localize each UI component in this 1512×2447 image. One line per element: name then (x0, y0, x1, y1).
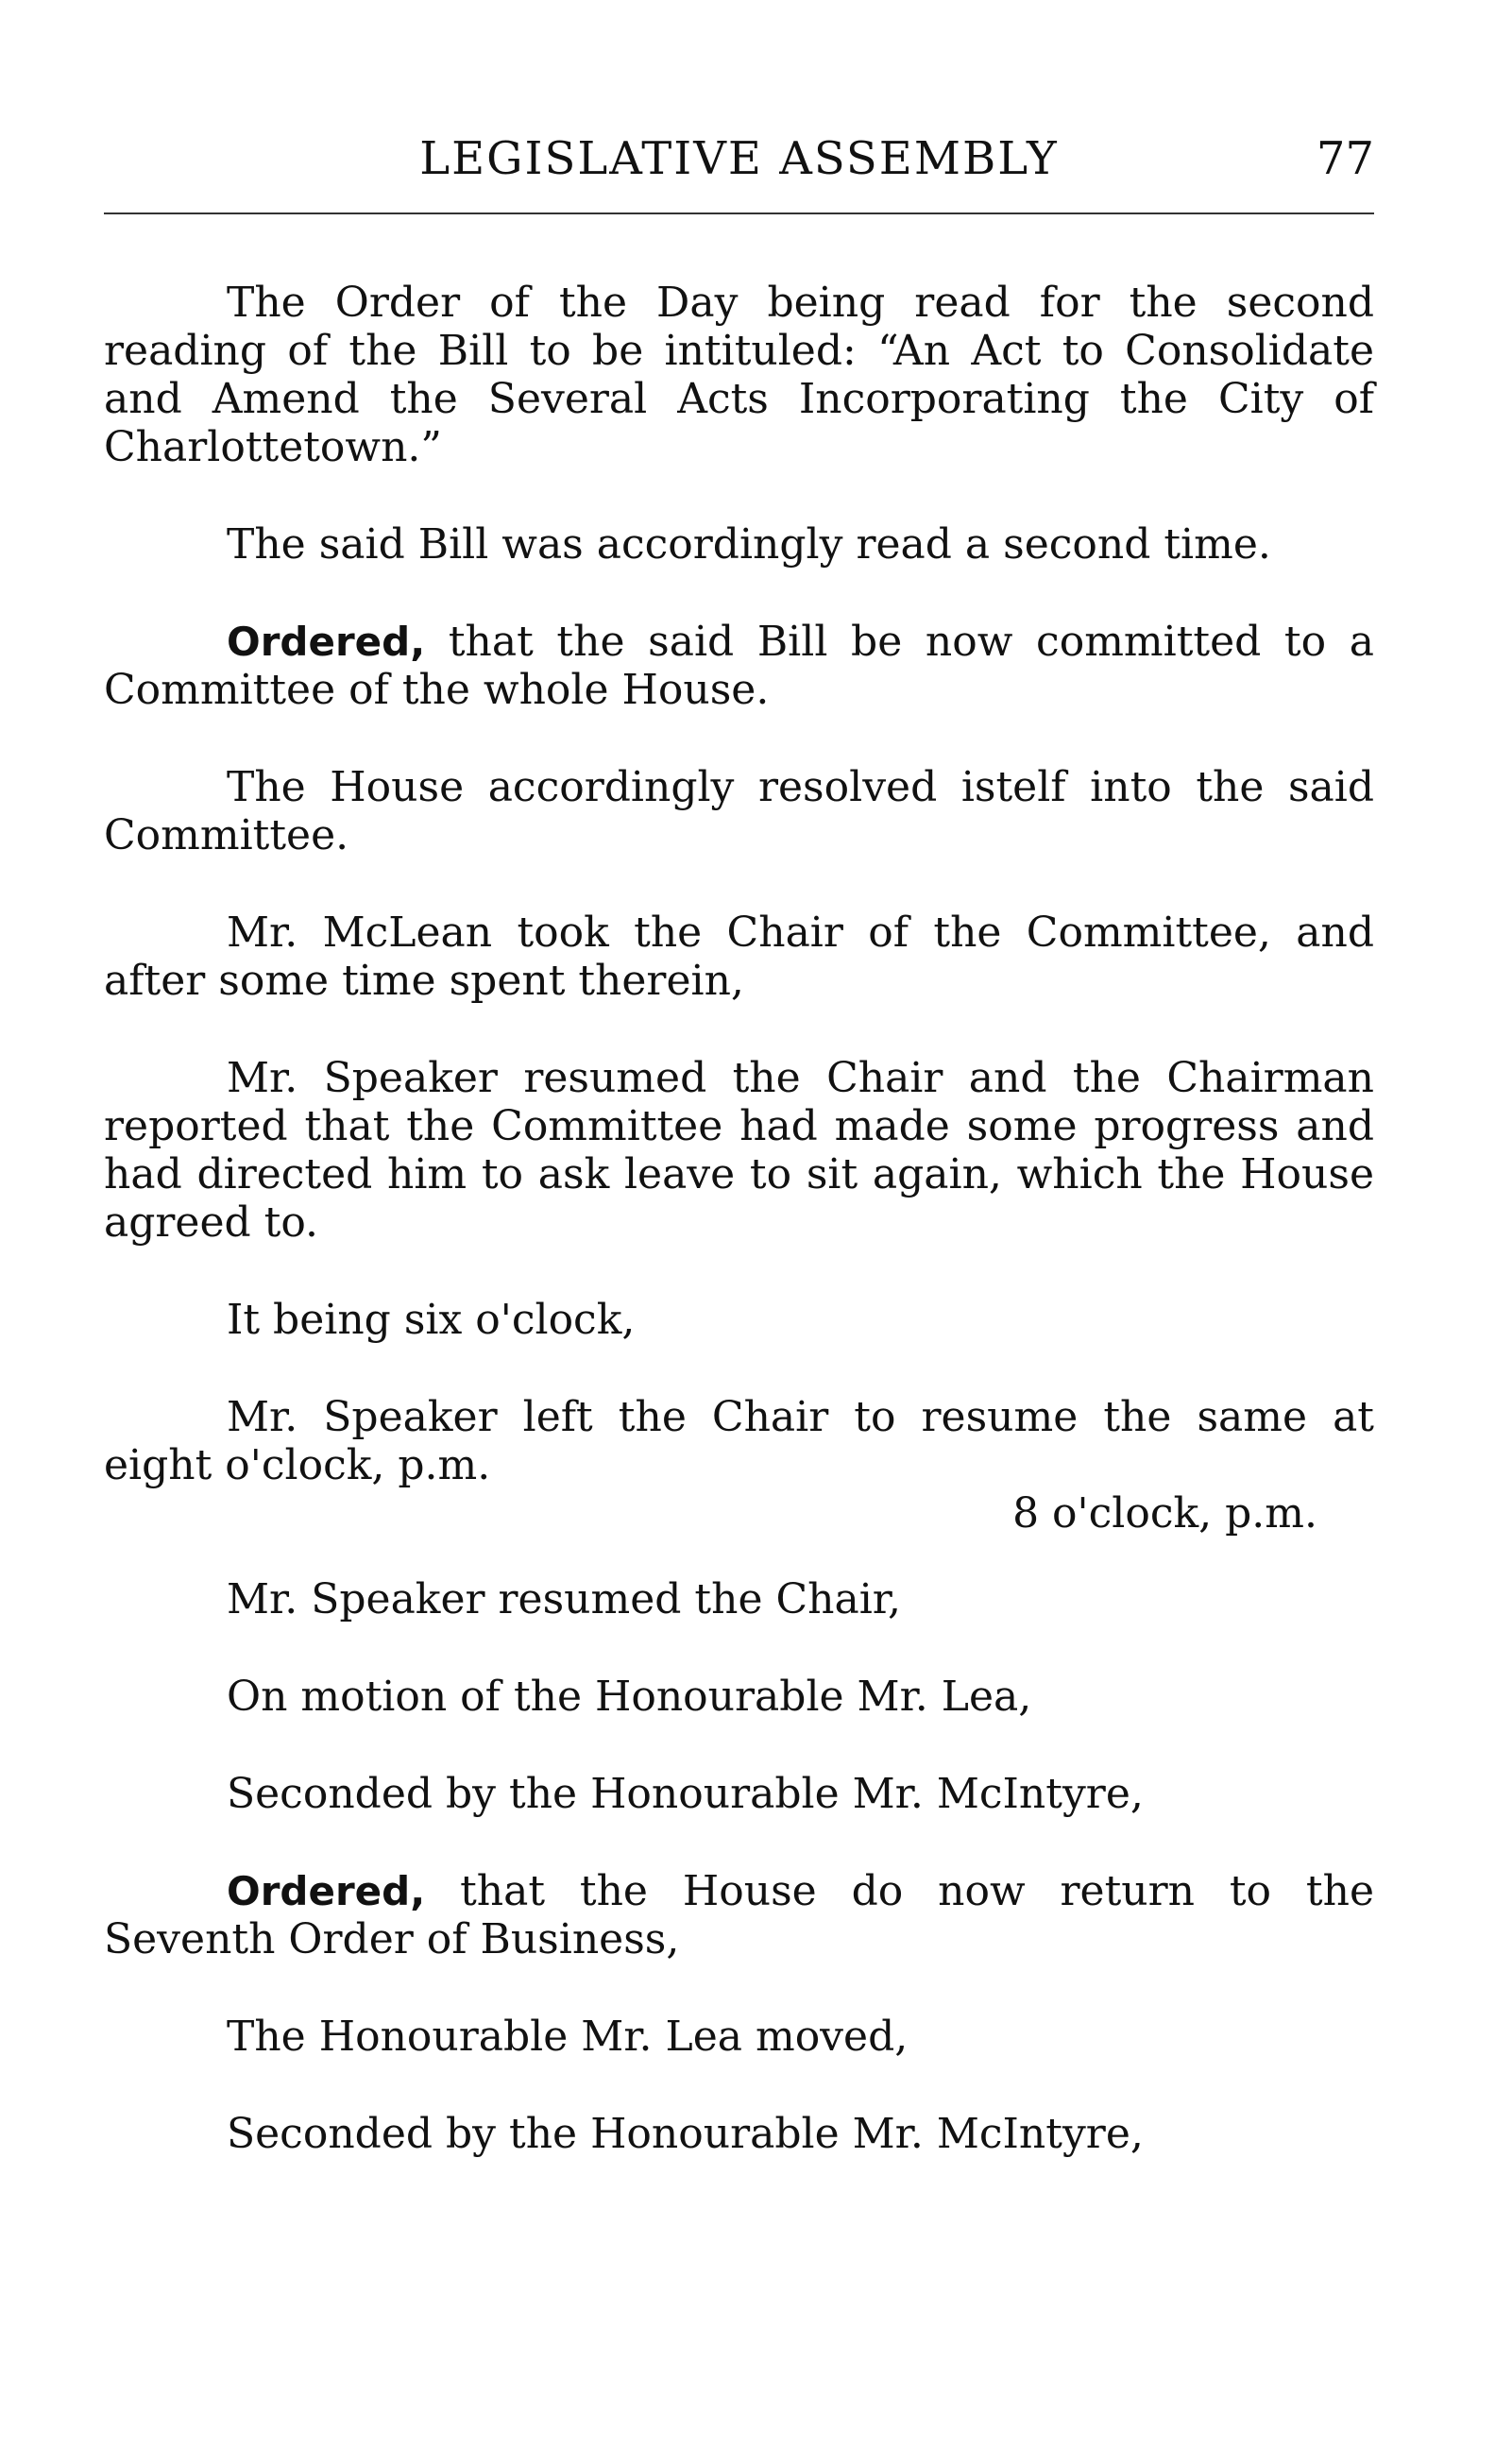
paragraph-six-oclock: It being six o'clock, (227, 1296, 636, 1344)
paragraph-speaker-resumed-chair: Mr. Speaker resumed the Chair, (227, 1575, 901, 1623)
header-rule (104, 212, 1374, 214)
ordered-text: that the said Bill be now committed to a Committee of the whole House. (104, 618, 1374, 714)
ordered-text: that the House do now return to the Seventh Order of Business, (104, 1867, 1374, 1963)
paragraph-ordered-return (104, 1867, 1374, 1963)
paragraph-speaker-left: Mr. Speaker left the Chair to resume the same at eight o'clock, p.m. (104, 1393, 1374, 1489)
body-text (104, 279, 1374, 2207)
header-title: LEGISLATIVE ASSEMBLY (419, 132, 1059, 185)
paragraph-second-reading: The said Bill was accordingly read a second time. (227, 520, 1271, 569)
paragraph-speaker-resumed: Mr. Speaker resumed the Chair and the Chairman reported that the Committee had made some progress and had directed him to ask leave to sit again, which the House agreed to. (104, 1054, 1374, 1247)
ordered-label: Ordered, (227, 619, 426, 665)
paragraph-resolved: The House accordingly resolved istelf into the said Committee. (104, 763, 1374, 859)
paragraph-seconded-mcintyre-2: Seconded by the Honourable Mr. McIntyre, (227, 2110, 1144, 2158)
paragraph-mclean-chair: Mr. McLean took the Chair of the Committee, and after some time spent therein, (104, 909, 1374, 1005)
ordered-label: Ordered, (227, 1868, 426, 1914)
paragraph-motion-lea: On motion of the Honourable Mr. Lea, (227, 1673, 1032, 1721)
paragraph-seconded-mcintyre: Seconded by the Honourable Mr. McIntyre, (227, 1770, 1144, 1818)
page-number: 77 (1316, 132, 1374, 185)
running-header (104, 132, 1374, 198)
paragraph-lea-moved: The Honourable Mr. Lea moved, (227, 2013, 909, 2061)
paragraph-ordered-committee (104, 618, 1374, 714)
time-stamp: 8 o'clock, p.m. (1012, 1489, 1317, 1538)
paragraph-order-of-day: The Order of the Day being read for the second reading of the Bill to be intituled: “An Act to Consolidate and Amend the Several Acts Incorporating the City of Charlottetown.” (104, 279, 1374, 471)
